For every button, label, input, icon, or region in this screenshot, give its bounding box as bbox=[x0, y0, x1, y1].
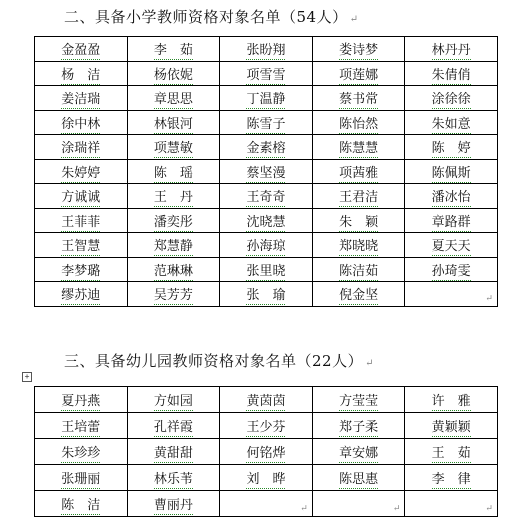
name-text: 朱婷婷 bbox=[61, 165, 101, 181]
name-text: 林乐苇 bbox=[153, 472, 193, 487]
table-cell bbox=[312, 37, 405, 62]
table-cell bbox=[127, 208, 220, 233]
table-cell bbox=[220, 184, 313, 209]
table-cell bbox=[220, 159, 313, 184]
table-cell bbox=[405, 491, 498, 517]
name-text: 方莹莹 bbox=[339, 394, 379, 409]
table-cell bbox=[220, 233, 313, 258]
table-row bbox=[35, 110, 498, 135]
name-text: 杨依妮 bbox=[153, 67, 193, 83]
table-cell bbox=[35, 257, 128, 282]
table-cell bbox=[405, 159, 498, 184]
table-cell bbox=[127, 184, 220, 209]
table-cell bbox=[35, 465, 128, 491]
table-cell bbox=[405, 413, 498, 439]
name-text: 陈怡然 bbox=[339, 116, 379, 132]
table-row bbox=[35, 159, 498, 184]
table-cell bbox=[127, 465, 220, 491]
name-text: 范琳琳 bbox=[153, 263, 193, 279]
name-text: 项雪雪 bbox=[246, 67, 286, 83]
table-cell bbox=[405, 61, 498, 86]
primary-teacher-table bbox=[34, 36, 498, 307]
name-text: 朱倩俏 bbox=[431, 67, 471, 83]
table-cell bbox=[35, 184, 128, 209]
table-cell bbox=[35, 491, 128, 517]
table-cell bbox=[220, 257, 313, 282]
name-text: 姜洁瑞 bbox=[61, 92, 101, 108]
name-text: 朱珍珍 bbox=[61, 446, 101, 461]
name-text: 潘奕彤 bbox=[153, 214, 193, 230]
table-cell bbox=[405, 282, 498, 307]
paragraph-mark-icon: ↵ bbox=[365, 358, 374, 369]
name-text: 方如园 bbox=[153, 394, 193, 409]
table-row bbox=[35, 61, 498, 86]
table-cell bbox=[35, 135, 128, 160]
table-cell bbox=[127, 135, 220, 160]
name-text: 缪苏迪 bbox=[61, 288, 101, 304]
table-cell bbox=[312, 86, 405, 111]
name-text: 郑晓晓 bbox=[339, 239, 379, 255]
table-cell bbox=[312, 387, 405, 413]
table-cell bbox=[127, 37, 220, 62]
cell-mark-icon: ↵ bbox=[485, 504, 493, 514]
name-text: 许 雅 bbox=[431, 394, 471, 409]
name-text: 陈雪子 bbox=[246, 116, 286, 132]
name-text: 王奇奇 bbox=[246, 190, 286, 206]
table-cell bbox=[405, 184, 498, 209]
name-text: 沈晓慧 bbox=[246, 214, 286, 230]
table-row bbox=[35, 184, 498, 209]
table-cell bbox=[220, 439, 313, 465]
table-cell bbox=[405, 439, 498, 465]
table-move-handle-icon[interactable]: + bbox=[22, 372, 32, 382]
name-text: 徐中林 bbox=[61, 116, 101, 132]
name-text: 潘冰怡 bbox=[431, 190, 471, 206]
name-text: 王 茹 bbox=[431, 446, 471, 461]
table-row bbox=[35, 465, 498, 491]
table-cell bbox=[220, 135, 313, 160]
name-text: 项茜雅 bbox=[339, 165, 379, 181]
table-cell bbox=[312, 257, 405, 282]
name-text: 涂徐徐 bbox=[431, 92, 471, 108]
name-text: 黄甜甜 bbox=[153, 446, 193, 461]
table-row bbox=[35, 208, 498, 233]
name-text: 章思思 bbox=[153, 92, 193, 108]
section-2-title: 三、具备幼儿园教师资格对象名单（22人） ↵ bbox=[64, 352, 374, 370]
name-text: 李 茹 bbox=[153, 43, 193, 59]
name-text: 张盼翔 bbox=[246, 43, 286, 59]
table-cell bbox=[312, 491, 405, 517]
table-cell bbox=[312, 233, 405, 258]
table-cell bbox=[35, 37, 128, 62]
table-cell bbox=[312, 184, 405, 209]
name-text: 郑慧静 bbox=[153, 239, 193, 255]
table-cell bbox=[35, 233, 128, 258]
table-cell bbox=[35, 282, 128, 307]
name-text: 王培蕾 bbox=[61, 420, 101, 435]
name-text: 孙海琼 bbox=[246, 239, 286, 255]
name-text: 张珊丽 bbox=[61, 472, 101, 487]
table-cell bbox=[405, 110, 498, 135]
table-cell bbox=[220, 61, 313, 86]
table-row bbox=[35, 413, 498, 439]
table-cell bbox=[127, 439, 220, 465]
table-cell bbox=[220, 86, 313, 111]
name-text: 金盈盈 bbox=[61, 43, 101, 59]
table-cell bbox=[220, 208, 313, 233]
table-cell bbox=[35, 86, 128, 111]
table-cell bbox=[35, 387, 128, 413]
table-cell bbox=[312, 282, 405, 307]
table-cell bbox=[312, 110, 405, 135]
table-cell bbox=[127, 86, 220, 111]
name-text: 林银河 bbox=[153, 116, 193, 132]
name-text: 涂瑞祥 bbox=[61, 141, 101, 157]
table-cell bbox=[405, 86, 498, 111]
name-text: 何铭烨 bbox=[246, 446, 286, 461]
name-text: 倪金坚 bbox=[339, 288, 379, 304]
name-text: 王少芬 bbox=[246, 420, 286, 435]
name-text: 项慧敏 bbox=[153, 141, 193, 157]
table-row bbox=[35, 86, 498, 111]
name-text: 黄茵茵 bbox=[246, 394, 286, 409]
table-row bbox=[35, 135, 498, 160]
name-text: 张里晓 bbox=[246, 263, 286, 279]
table-cell bbox=[35, 159, 128, 184]
name-text: 李梦璐 bbox=[61, 263, 101, 279]
table-cell bbox=[127, 491, 220, 517]
table-cell bbox=[220, 37, 313, 62]
table-row bbox=[35, 282, 498, 307]
table-cell bbox=[35, 208, 128, 233]
table-cell bbox=[127, 387, 220, 413]
cell-mark-icon: ↵ bbox=[300, 504, 308, 514]
table-row bbox=[35, 491, 498, 517]
table-row bbox=[35, 257, 498, 282]
table-cell bbox=[127, 61, 220, 86]
table-cell bbox=[405, 257, 498, 282]
table-cell bbox=[127, 413, 220, 439]
name-text: 林丹丹 bbox=[431, 43, 471, 59]
table-cell bbox=[405, 233, 498, 258]
table-cell bbox=[312, 159, 405, 184]
table-cell bbox=[35, 61, 128, 86]
section-1-title: 二、具备小学教师资格对象名单（54人） ↵ bbox=[64, 8, 359, 26]
name-text: 蔡坚漫 bbox=[246, 165, 286, 181]
name-text: 丁温静 bbox=[246, 92, 286, 108]
name-text: 金素榕 bbox=[246, 141, 286, 157]
name-text: 黄颖颖 bbox=[431, 420, 471, 435]
table-cell bbox=[312, 465, 405, 491]
name-text: 朱 颖 bbox=[339, 214, 379, 230]
name-text: 吴芳芳 bbox=[153, 288, 193, 304]
name-text: 章路群 bbox=[431, 214, 471, 230]
kindergarten-teacher-table bbox=[34, 386, 498, 517]
name-text: 王 丹 bbox=[153, 190, 193, 206]
name-text: 陈 婷 bbox=[431, 141, 471, 157]
paragraph-mark-icon: ↵ bbox=[349, 14, 359, 25]
name-text: 章安娜 bbox=[339, 446, 379, 461]
table-cell bbox=[220, 413, 313, 439]
table-cell bbox=[220, 491, 313, 517]
table-cell bbox=[405, 37, 498, 62]
name-text: 夏丹燕 bbox=[61, 394, 101, 409]
table-cell bbox=[127, 282, 220, 307]
table-cell bbox=[405, 387, 498, 413]
name-text: 蔡书常 bbox=[339, 92, 379, 108]
name-text: 陈慧慧 bbox=[339, 141, 379, 157]
table-cell bbox=[405, 208, 498, 233]
table-cell bbox=[127, 110, 220, 135]
table-cell bbox=[35, 110, 128, 135]
name-text: 方诚诚 bbox=[61, 190, 101, 206]
table-cell bbox=[312, 413, 405, 439]
name-text: 郑子柔 bbox=[339, 420, 379, 435]
table-row bbox=[35, 439, 498, 465]
name-text: 曹丽丹 bbox=[153, 498, 193, 513]
table-row bbox=[35, 233, 498, 258]
name-text: 孙琦雯 bbox=[431, 263, 471, 279]
name-text: 李 律 bbox=[431, 472, 471, 487]
name-text: 张 瑜 bbox=[246, 288, 286, 304]
table-cell bbox=[127, 257, 220, 282]
table-cell bbox=[220, 282, 313, 307]
name-text: 陈佩斯 bbox=[431, 165, 471, 181]
table-cell bbox=[35, 439, 128, 465]
table-row bbox=[35, 37, 498, 62]
name-text: 夏天天 bbox=[431, 239, 471, 255]
name-text: 杨 洁 bbox=[61, 67, 101, 83]
name-text: 项莲娜 bbox=[339, 67, 379, 83]
name-text: 陈 洁 bbox=[61, 498, 101, 513]
name-text: 王智慧 bbox=[61, 239, 101, 255]
table-cell bbox=[220, 110, 313, 135]
name-text: 孔祥霞 bbox=[153, 420, 193, 435]
table-cell bbox=[312, 208, 405, 233]
table-cell bbox=[220, 465, 313, 491]
table-cell bbox=[405, 465, 498, 491]
name-text: 王君洁 bbox=[339, 190, 379, 206]
table-cell bbox=[220, 387, 313, 413]
cell-mark-icon: ↵ bbox=[485, 293, 493, 304]
name-text: 刘 晔 bbox=[246, 472, 286, 487]
table-cell bbox=[405, 135, 498, 160]
name-text: 王菲菲 bbox=[61, 214, 101, 230]
table-cell bbox=[312, 61, 405, 86]
table-cell bbox=[312, 135, 405, 160]
name-text: 朱如意 bbox=[431, 116, 471, 132]
table-cell bbox=[127, 159, 220, 184]
name-text: 陈思惠 bbox=[339, 472, 379, 487]
name-text: 陈 瑶 bbox=[153, 165, 193, 181]
name-text: 娄诗梦 bbox=[339, 43, 379, 59]
cell-mark-icon: ↵ bbox=[392, 504, 401, 514]
table-cell bbox=[35, 413, 128, 439]
table-cell bbox=[312, 439, 405, 465]
table-row bbox=[35, 387, 498, 413]
table-cell bbox=[127, 233, 220, 258]
name-text: 陈洁茹 bbox=[339, 263, 379, 279]
